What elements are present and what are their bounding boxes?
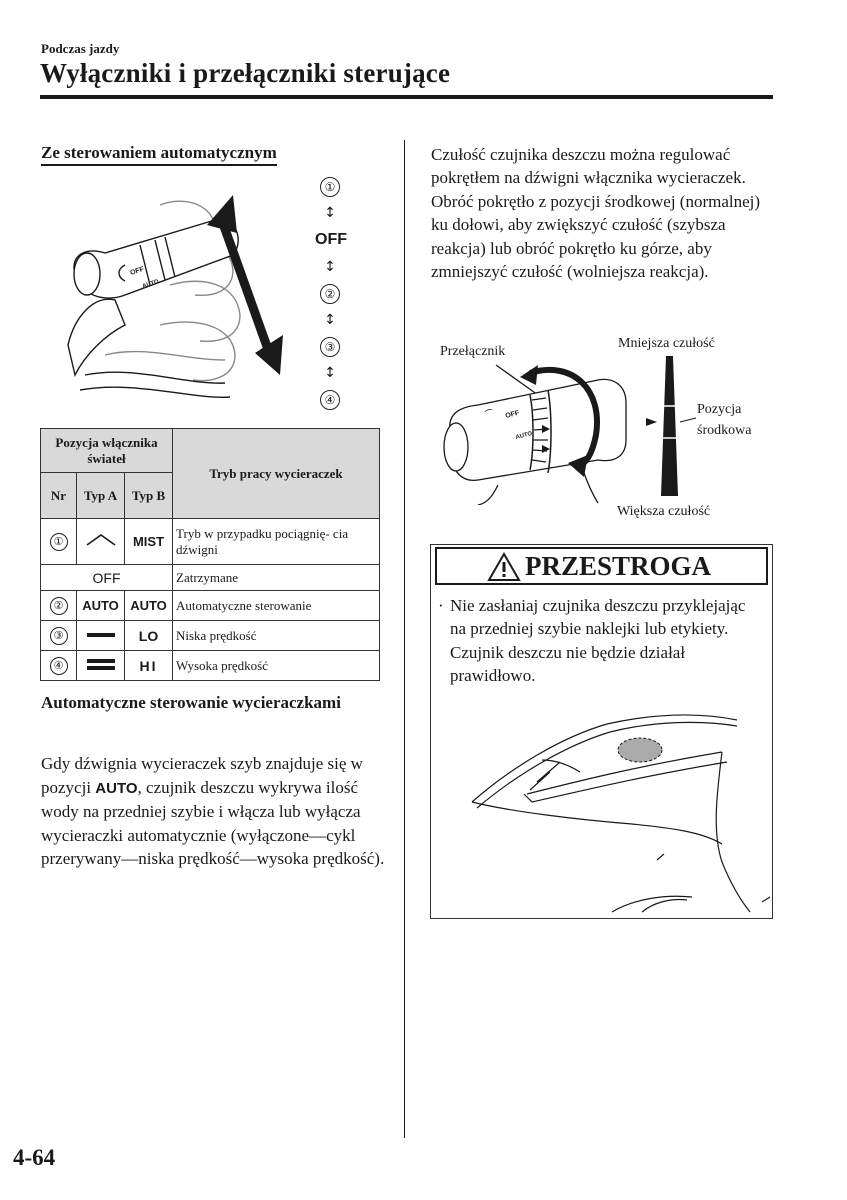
type-b-value: HI (125, 651, 173, 681)
position-4-marker: ④ (318, 390, 342, 410)
auto-wiper-paragraph: Gdy dźwignia wycieraczek szyb znajduje się w pozycji AUTO, czujnik deszczu wykrywa ilość wody na przedniej szybie i włącza lub wyłącza wycieraczki automatycznie (wyłączone—cykl przerywany—niska prędkość—wysoka prędkość). (41, 754, 385, 869)
row-number: ④ (50, 657, 68, 675)
wiper-mode-table (40, 428, 380, 681)
more-sensitivity-label: Większa czułość (617, 504, 711, 519)
updown-arrow-icon: ↕ (324, 205, 336, 221)
table-row (41, 565, 380, 591)
svg-text:⌒: ⌒ (484, 408, 495, 419)
position-2-marker: ② (318, 284, 342, 304)
row-number: ① (50, 533, 68, 551)
updown-arrow-icon: ↕ (324, 312, 336, 328)
table-row (41, 651, 380, 681)
position-1-marker: ① (318, 177, 342, 197)
mode-description: Zatrzymane (173, 565, 380, 591)
low-bar-icon (85, 630, 117, 640)
high-bars-icon (85, 657, 117, 671)
type-a-value: AUTO (77, 591, 125, 621)
page-title: Wyłączniki i przełączniki sterujące (40, 58, 451, 88)
table-header-type-a: Typ A (77, 473, 125, 519)
updown-arrow-icon: ↕ (324, 259, 336, 275)
position-3-marker: ③ (318, 337, 342, 357)
svg-text:AUTO: AUTO (515, 431, 533, 441)
table-row (41, 621, 380, 651)
warning-triangle-icon (487, 552, 521, 582)
section-label: Podczas jazdy (41, 41, 120, 56)
caution-title-bar (435, 547, 768, 585)
center-position-label-1: Pozycja (697, 402, 742, 417)
table-header-type-b: Typ B (125, 473, 173, 519)
mode-description: Tryb w przypadku pociągnię- cia dźwigni (173, 519, 380, 565)
caution-title: PRZESTROGA (525, 551, 712, 581)
mode-description: Wysoka prędkość (173, 651, 380, 681)
table-row (41, 519, 380, 565)
switch-label: Przełącznik (440, 344, 506, 359)
table-header-mode: Tryb pracy wycieraczek (173, 429, 380, 519)
row-number: ③ (50, 627, 68, 645)
mist-caret-icon (85, 533, 117, 547)
off-merged-cell: OFF (41, 565, 173, 591)
less-sensitivity-label: Mniejsza czułość (618, 336, 715, 351)
caution-text: · Nie zasłaniaj czujnika deszczu przyklejając na przedniej szybie naklejki lub etykiety. Czujnik deszczu nie będzie działał prawidłowo. (438, 596, 746, 686)
auto-wiper-heading: Automatyczne sterowanie wycieraczkami (41, 693, 341, 712)
type-b-value: AUTO (125, 591, 173, 621)
table-header-nr: Nr (41, 473, 77, 519)
svg-text:AUTO: AUTO (141, 278, 160, 290)
position-off-label: OFF (315, 231, 347, 248)
title-rule (40, 95, 773, 99)
table-row (41, 591, 380, 621)
updown-arrow-icon: ↕ (324, 365, 336, 381)
column-divider (404, 140, 405, 1138)
row-number: ② (50, 597, 68, 615)
page-number: 4-64 (13, 1145, 56, 1170)
type-b-value: MIST (125, 519, 173, 565)
bullet: · (438, 596, 444, 615)
windshield-sensor-illustration (432, 712, 772, 917)
svg-text:OFF: OFF (129, 265, 145, 277)
sensitivity-scale-wedge (640, 356, 700, 498)
mode-description: Automatyczne sterowanie (173, 591, 380, 621)
subheading: Ze sterowaniem automatycznym (41, 143, 277, 166)
sensitivity-paragraph: Czułość czujnika deszczu można regulować pokrętłem na dźwigni włącznika wycieraczek. Obróć pokrętło z pozycji środkowej (normalnej) ku dołowi, aby zwiększyć czułość (szybsza reakcja) lub obróć pokrętło ku górze, aby zmniejszyć czułość (wolniejsza reakcja). (431, 145, 761, 282)
center-position-label-2: środkowa (697, 423, 752, 438)
auto-inline-label: AUTO (95, 779, 138, 797)
type-b-value: LO (125, 621, 173, 651)
svg-text:OFF: OFF (504, 409, 521, 420)
table-header-group: Pozycja włącznika świateł (41, 429, 173, 473)
mode-description: Niska prędkość (173, 621, 380, 651)
wiper-lever-illustration (65, 185, 305, 410)
